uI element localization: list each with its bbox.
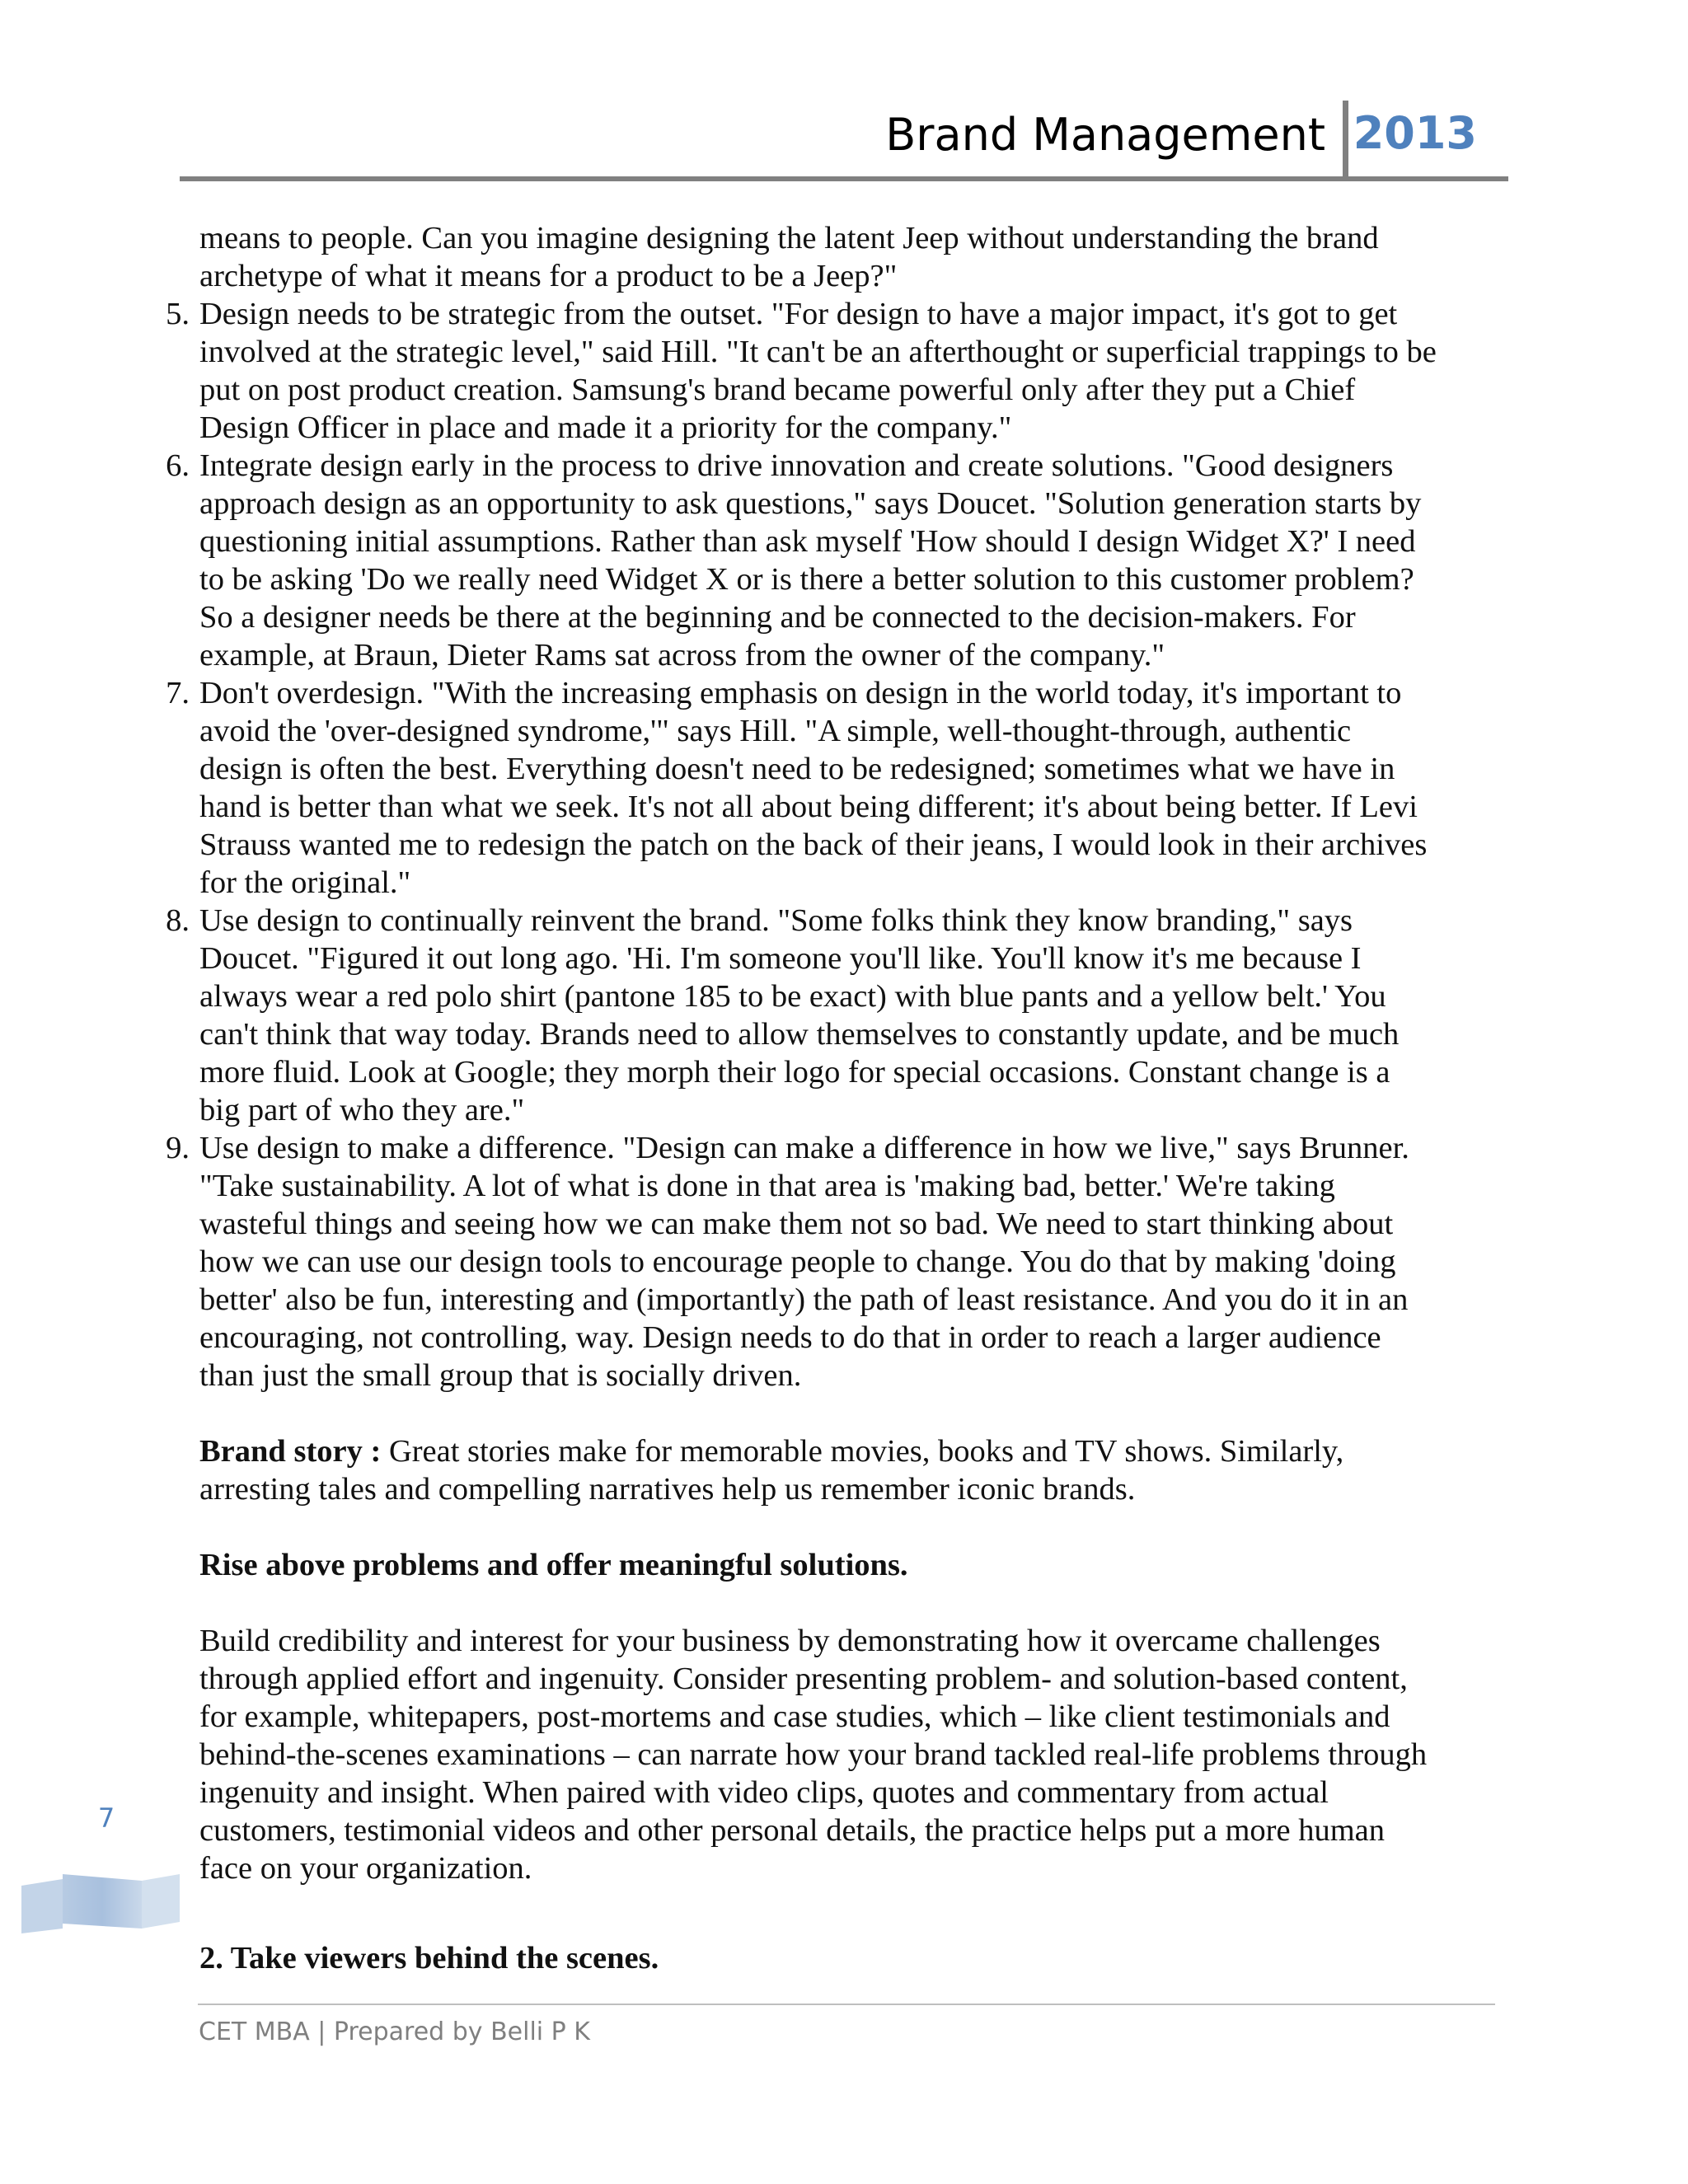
document-body	[148, 219, 1500, 1977]
ribbon-back-fold	[21, 1879, 63, 1933]
text-line: avoid the 'over-designed syndrome,'" says Hill. "A simple, well-thought-through, authentic	[199, 714, 1352, 748]
text-line: arresting tales and compelling narratives help us remember iconic brands.	[199, 1472, 1136, 1507]
text-line: Use design to continually reinvent the brand. "Some folks think they know branding," says	[199, 903, 1353, 938]
text-line: Use design to make a difference. "Design can make a difference in how we live," says Brunner.	[199, 1131, 1409, 1165]
page-ribbon-decoration	[18, 1871, 181, 1937]
header-rule	[180, 176, 1508, 181]
text-line: than just the small group that is socially driven.	[199, 1358, 802, 1393]
text-line: face on your organization.	[199, 1851, 532, 1886]
text-line: better' also be fun, interesting and (importantly) the path of least resistance. And you do it in an	[199, 1282, 1409, 1317]
list-item-7	[148, 674, 1500, 902]
text-line: behind-the-scenes examinations – can narrate how your brand tackled real-life problems through	[199, 1737, 1428, 1772]
ribbon-middle	[63, 1874, 142, 1929]
text-line: more fluid. Look at Google; they morph their logo for special occasions. Constant change is a	[199, 1055, 1390, 1090]
brand-story-label: Brand story :	[199, 1434, 382, 1469]
text-line: Doucet. "Figured it out long ago. 'Hi. I'm someone you'll like. You'll know it's me because I	[199, 941, 1362, 976]
text-line: encouraging, not controlling, way. Design needs to do that in order to reach a larger audience	[199, 1320, 1381, 1355]
text-line: Don't overdesign. "With the increasing emphasis on design in the world today, it's important to	[199, 676, 1402, 710]
text-line: can't think that way today. Brands need to allow themselves to constantly update, and be much	[199, 1017, 1400, 1052]
header-title: Brand Management	[885, 109, 1325, 161]
list-number: 8.	[166, 903, 190, 938]
page-footer: CET MBA | Prepared by Belli P K	[199, 2018, 590, 2046]
text-line: Integrate design early in the process to drive innovation and create solutions. "Good designers	[199, 448, 1394, 483]
brand-story-text: Great stories make for memorable movies, books and TV shows. Similarly,	[381, 1434, 1344, 1469]
text-line: customers, testimonial videos and other personal details, the practice helps put a more human	[199, 1813, 1385, 1848]
header-year: 2013	[1353, 107, 1477, 159]
text-line: ingenuity and insight. When paired with video clips, quotes and commentary from actual	[199, 1775, 1329, 1810]
text-line: how we can use our design tools to encourage people to change. You do that by making 'doing	[199, 1244, 1396, 1279]
list-number: 7.	[166, 676, 190, 710]
list-item-9	[148, 1129, 1500, 1394]
text-line: "Take sustainability. A lot of what is done in that area is 'making bad, better.' We're taking	[199, 1169, 1335, 1203]
paragraph-gap	[148, 1394, 1500, 1432]
list-item-8	[148, 902, 1500, 1129]
text-line: Design Officer in place and made it a priority for the company."	[199, 410, 1012, 445]
brand-story-paragraph	[148, 1432, 1500, 1508]
header-divider	[1343, 101, 1348, 176]
text-line: put on post product creation. Samsung's brand became powerful only after they put a Chief	[199, 373, 1356, 407]
text-line: means to people. Can you imagine designing the latent Jeep without understanding the brand	[199, 221, 1379, 255]
text-line: for example, whitepapers, post-mortems and case studies, which – like client testimonials and	[199, 1699, 1390, 1734]
text-line: Strauss wanted me to redesign the patch on the back of their jeans, I would look in their archives	[199, 827, 1428, 862]
text-line: archetype of what it means for a product to be a Jeep?"	[199, 259, 898, 293]
ribbon-front-fold	[142, 1874, 180, 1929]
text-line	[199, 1432, 1500, 1470]
page-number: 7	[97, 1802, 115, 1834]
paragraph-gap	[148, 1584, 1500, 1622]
text-line: example, at Braun, Dieter Rams sat across from the owner of the company."	[199, 638, 1165, 673]
text-line: wasteful things and seeing how we can make them not so bad. We need to start thinking about	[199, 1207, 1394, 1241]
text-line: through applied effort and ingenuity. Consider presenting problem- and solution-based content,	[199, 1661, 1408, 1696]
credibility-paragraph	[148, 1622, 1500, 1887]
subheading-rise-above: Rise above problems and offer meaningful solutions.	[199, 1548, 908, 1582]
list-number: 9.	[166, 1131, 190, 1165]
list-item-6	[148, 447, 1500, 674]
text-line: for the original."	[199, 865, 411, 900]
text-line: questioning initial assumptions. Rather than ask myself 'How should I design Widget X?' I need	[199, 524, 1416, 559]
text-line: design is often the best. Everything doesn't need to be redesigned; sometimes what we have in	[199, 752, 1395, 786]
paragraph-gap	[148, 1887, 1500, 1939]
continuation-paragraph	[148, 219, 1500, 295]
text-line: Build credibility and interest for your business by demonstrating how it overcame challenges	[199, 1624, 1381, 1658]
paragraph-gap	[148, 1508, 1500, 1546]
list-number: 6.	[166, 448, 190, 483]
text-line: big part of who they are."	[199, 1093, 525, 1127]
text-line: to be asking 'Do we really need Widget X or is there a better solution to this customer problem?	[199, 562, 1414, 597]
text-line: approach design as an opportunity to ask questions," says Doucet. "Solution generation starts by	[199, 486, 1422, 521]
list-item-5	[148, 295, 1500, 447]
page-header	[180, 97, 1508, 181]
subheading-behind-scenes: 2. Take viewers behind the scenes.	[199, 1941, 659, 1975]
text-line: hand is better than what we seek. It's not all about being different; it's about being better. If Levi	[199, 790, 1418, 824]
text-line: involved at the strategic level," said Hill. "It can't be an afterthought or superficial trappings to be	[199, 335, 1437, 369]
text-line: always wear a red polo shirt (pantone 185 to be exact) with blue pants and a yellow belt.' You	[199, 979, 1386, 1014]
list-number: 5.	[166, 297, 190, 331]
text-line: Design needs to be strategic from the outset. "For design to have a major impact, it's got to get	[199, 297, 1398, 331]
footer-rule	[198, 2004, 1495, 2005]
text-line: So a designer needs be there at the beginning and be connected to the decision-makers. For	[199, 600, 1356, 635]
